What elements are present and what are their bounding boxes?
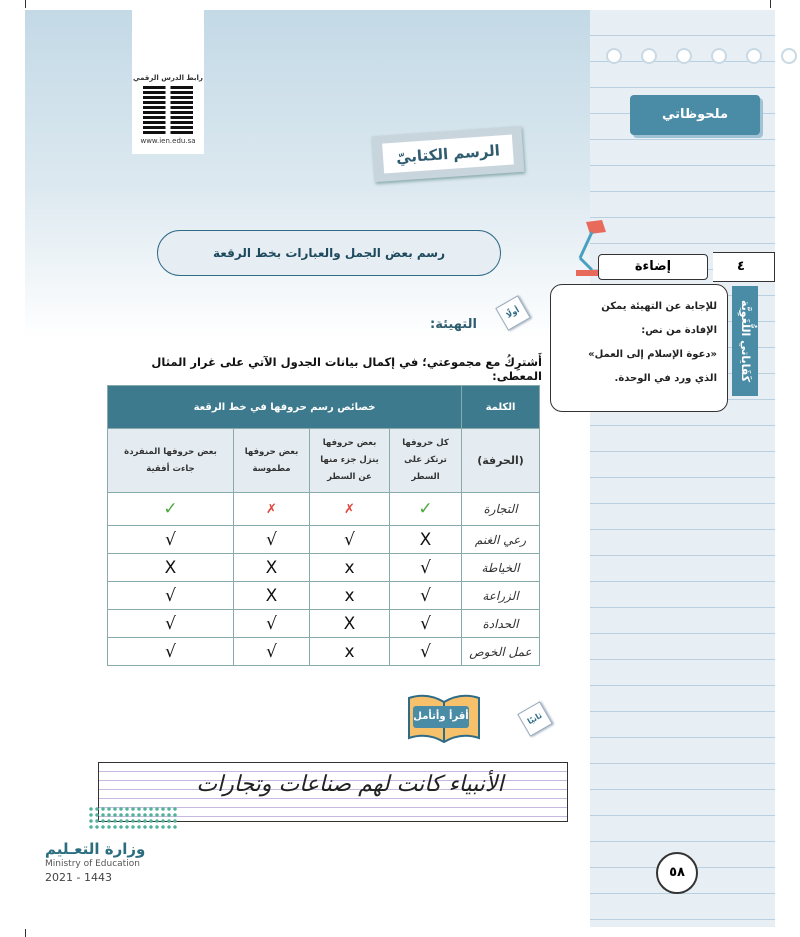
column-group-header: خصائص رسم حروفها في خط الرقعة [108,386,462,429]
vision-logo-icon [88,806,178,830]
mark-cell: ✓ [390,493,462,526]
table-row [108,582,540,610]
notes-panel [590,10,775,927]
mark-cell: ✗ [310,493,390,526]
lesson-objective: رسم بعض الجمل والعبارات بخط الرقعة [157,230,501,276]
mark-cell: ✓ [108,493,234,526]
subheader: بعض حروفها ينزل جزء منها عن السطر [310,429,390,493]
instruction: أَشترِكُ مع مجموعتي؛ في إكمال بيانات الجدول الآتي على غرار المثال المعطى: [151,355,542,383]
word-cell: الزراعة [462,582,540,610]
idaa-line: «دعوة الإسلام إلى العمل» [588,349,717,360]
characteristics-table [107,385,540,666]
mark-cell: √ [390,554,462,582]
binder-hole [641,48,657,64]
ministry-logo [45,840,145,884]
word-cell: الخياطة [462,554,540,582]
page-number: ٥٨ [656,852,698,894]
competencies-tab: كَفَاياتي اللُّغَوِيَّة [732,286,758,396]
mark-cell: X [234,582,310,610]
binder-hole [781,48,797,64]
mark-cell: x [310,582,390,610]
word-cell: عمل الخوص [462,638,540,666]
read-reflect-label: أقرأ وأتأمل [413,706,469,728]
mark-cell: √ [234,610,310,638]
crop-mark [770,0,771,8]
mark-cell: √ [390,582,462,610]
ministry-english: Ministry of Education [45,859,140,869]
mark-cell: √ [108,610,234,638]
qr-caption: رابط الدرس الرقمي [133,74,203,82]
mark-cell: x [310,554,390,582]
unit-number: ٤ [713,252,775,282]
idaa-line: الذي ورد في الوحدة. [614,373,717,384]
mark-cell: √ [390,638,462,666]
column-header-word: الكلمة [462,386,540,429]
ministry-arabic: وزارة التعـليم [45,840,146,858]
ministry-year: 2021 - 1443 [45,871,112,884]
binder-hole [711,48,727,64]
word-cell: الحدادة [462,610,540,638]
mark-cell: √ [234,526,310,554]
section-ordinal-badge: أولًا [495,295,531,331]
table-row [108,638,540,666]
mark-cell: √ [234,638,310,666]
binder-hole [606,48,622,64]
mark-cell: X [390,526,462,554]
mark-cell: √ [390,610,462,638]
table-row [108,610,540,638]
section-heading: التهيئة: [430,317,477,332]
idaa-line: للإجابة عن التهيئة يمكن [601,301,717,312]
section-ordinal-badge: ثانيًا [517,701,553,737]
qr-card[interactable] [132,10,204,154]
table-row [108,554,540,582]
page-title: الرسم الكتابيّ [382,135,514,174]
table-row [108,526,540,554]
binder-hole [676,48,692,64]
mark-cell: X [108,554,234,582]
subheader: كل حروفها ترتكز على السطر [390,429,462,493]
mark-cell: ✗ [234,493,310,526]
qr-code-icon[interactable] [143,84,193,134]
binder-hole [746,48,762,64]
mark-cell: X [234,554,310,582]
notes-badge: ملحوظاتي [630,95,760,135]
subheader: بعض حروفها مطموسة [234,429,310,493]
idaa-line: الإفادة من نص: [641,325,717,336]
idaa-heading: إضاءة [598,254,708,280]
mark-cell: x [310,638,390,666]
crop-mark [25,929,26,937]
crop-mark [25,0,26,8]
qr-url[interactable]: www.ien.edu.sa [140,137,196,145]
mark-cell: √ [310,526,390,554]
word-cell: التجارة [462,493,540,526]
idaa-box [550,284,728,412]
binder-holes [606,48,797,64]
word-subheader: (الحرفة) [462,429,540,493]
mark-cell: X [310,610,390,638]
table-row [108,493,540,526]
mark-cell: √ [108,526,234,554]
word-cell: رعي الغنم [462,526,540,554]
handwriting-sentence: الأنبياء كانت لهم صناعات وتجارات [196,772,504,797]
mark-cell: √ [108,582,234,610]
subheader: بعض حروفها المنفردة جاءت أفقية [108,429,234,493]
mark-cell: √ [108,638,234,666]
